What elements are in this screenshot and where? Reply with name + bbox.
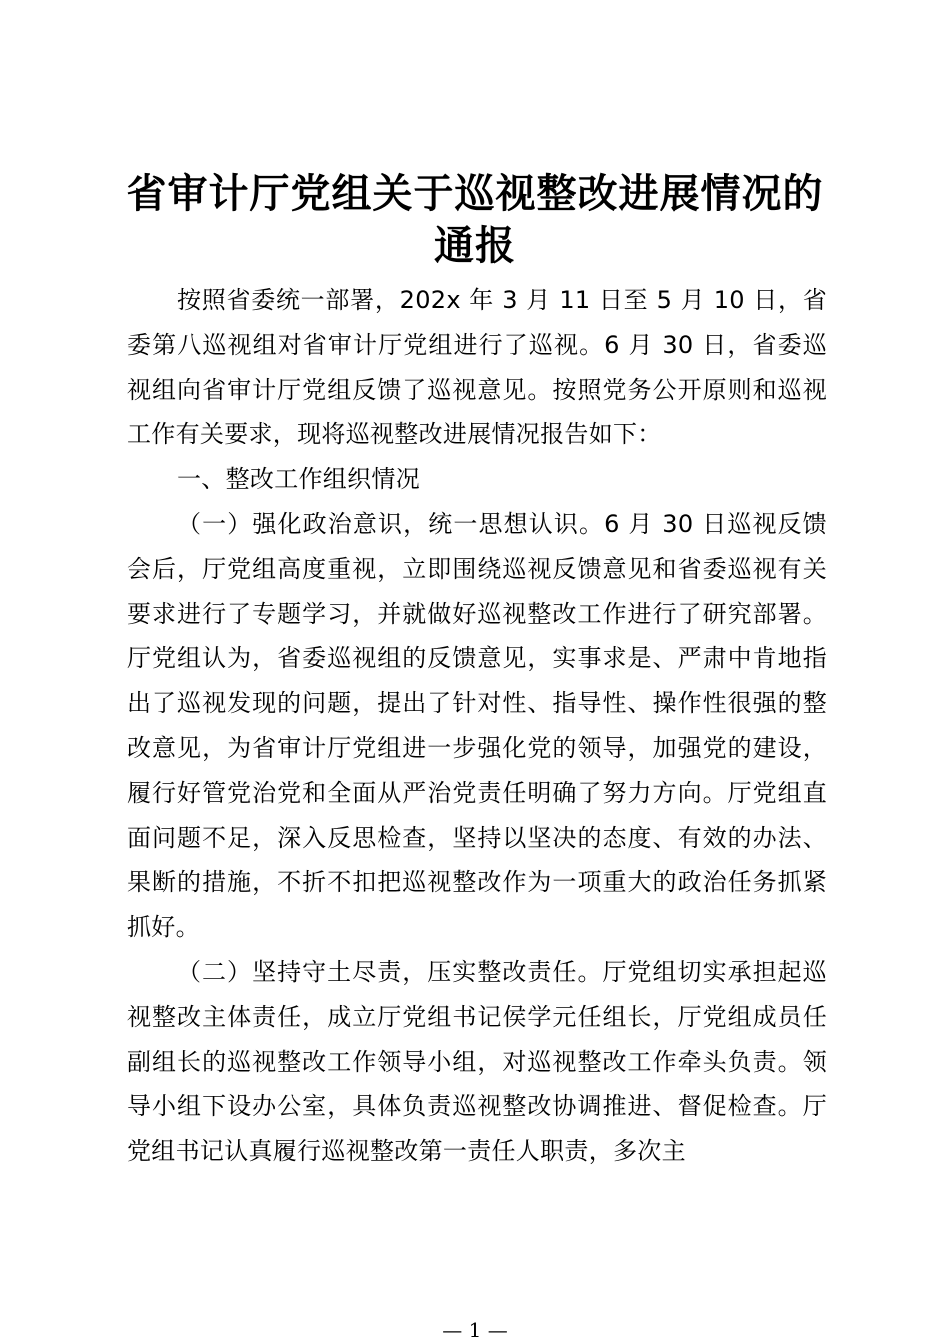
document-title-line-2: 通报 <box>434 223 516 269</box>
section-heading-1: 一、整改工作组织情况 <box>177 465 420 494</box>
paragraph-subsection-1: （一）强化政治意识，统一思想认识。6 月 30 日巡视反馈会后，厅党组高度重视，立即围绕巡视反馈意见和省委巡视有关要求进行了专题学习，并就做好巡视整改工作进行了研究部署。厅党组认为，省委巡视组的反馈意见，实事求是、严肃中肯地指出了巡视发现的问题，提出了针对性、指导性、操作性很强的整改意见，为省审计厅党组进一步强化党的领导，加强党的建设，履行好管党治党和全面从严治党责任明确了努力方向。厅党组直面问题不足，深入反思检查，坚持以坚决的态度、有效的办法、果断的措施，不折不扣把巡视整改作为一项重大的政治任务抓紧抓好。 <box>127 509 827 942</box>
page-number: — 1 — <box>442 1318 508 1342</box>
paragraph-subsection-2: （二）坚持守土尽责，压实整改责任。厅党组切实承担起巡视整改主体责任，成立厅党组书记侯学元任组长，厅党组成员任副组长的巡视整改工作领导小组，对巡视整改工作牵头负责。领导小组下设办公室，具体负责巡视整改协调推进、督促检查。厅党组书记认真履行巡视整改第一责任人职责，多次主 <box>127 957 827 1166</box>
document-title-line-1: 省审计厅党组关于巡视整改进展情况的 <box>126 171 824 217</box>
paragraph-intro: 按照省委统一部署，202x 年 3 月 11 日至 5 月 10 日，省委第八巡视组对省审计厅党组进行了巡视。6 月 30 日，省委巡视组向省审计厅党组反馈了巡视意见。按照党务公开原则和巡视工作有关要求，现将巡视整改进展情况报告如下： <box>127 286 827 449</box>
document-body <box>127 278 827 1174</box>
